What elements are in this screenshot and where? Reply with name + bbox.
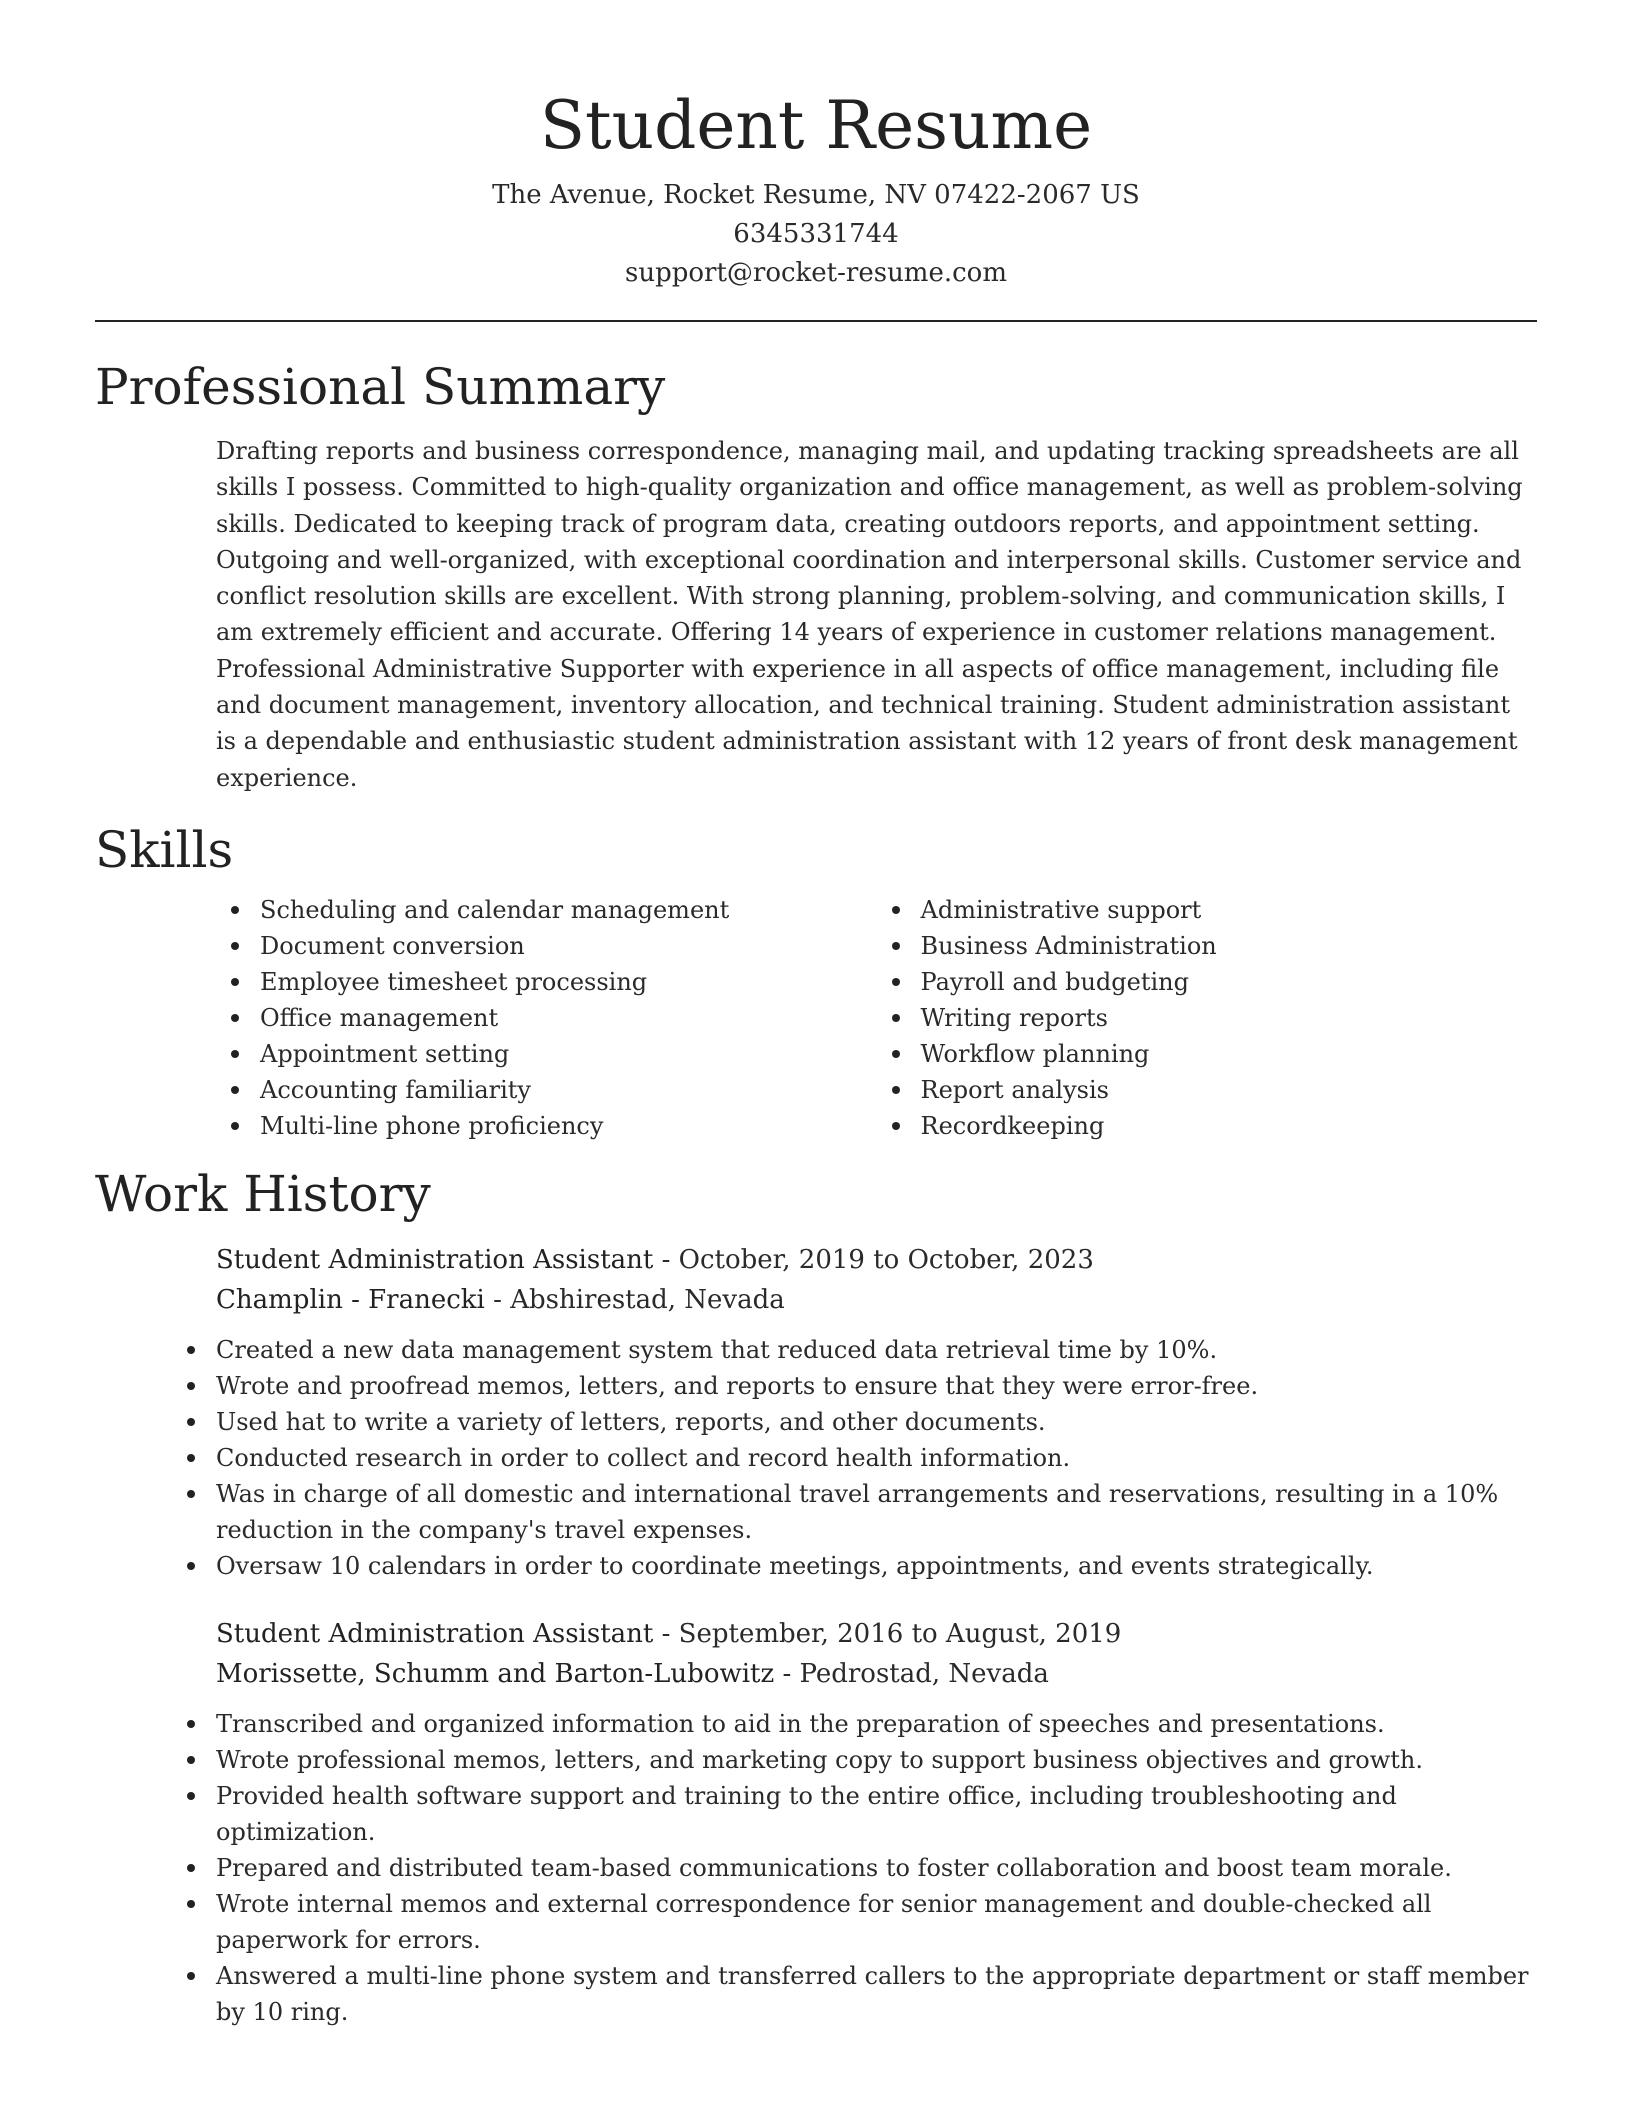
- job-title-line: [216, 1614, 1537, 1654]
- job-location: - Pedrostad, Nevada: [782, 1658, 1049, 1689]
- job-company: Morissette, Schumm and Barton-Lubowitz: [216, 1658, 775, 1689]
- skill-item: Document conversion: [260, 928, 877, 964]
- skills-grid: [216, 892, 1537, 1144]
- skills-heading: Skills: [95, 820, 234, 879]
- summary-heading: Professional Summary: [95, 358, 666, 416]
- skill-item: Office management: [260, 1000, 877, 1036]
- job-bullet: Wrote professional memos, letters, and marketing copy to support business objectives and growth.: [172, 1742, 1537, 1778]
- job-bullet-list: [172, 1706, 1537, 2030]
- skills-left-column: [216, 892, 877, 1144]
- skill-item: Report analysis: [921, 1072, 1538, 1108]
- job-bullet: Conducted research in order to collect and record health information.: [172, 1440, 1537, 1476]
- job-dates: - September, 2016 to August, 2019: [661, 1618, 1122, 1649]
- work-history-heading: Work History: [95, 1164, 431, 1223]
- resume-title: Student Resume: [539, 87, 1093, 164]
- skill-item: Appointment setting: [260, 1036, 877, 1072]
- job-company-line: [216, 1654, 1537, 1694]
- skill-item: Employee timesheet processing: [260, 964, 877, 1000]
- skill-item: Scheduling and calendar management: [260, 892, 877, 928]
- skill-item: Writing reports: [921, 1000, 1538, 1036]
- job-dates: - October, 2019 to October, 2023: [661, 1244, 1094, 1275]
- resume-page: [95, 0, 1537, 2030]
- phone-number: 6345331744: [733, 219, 899, 249]
- resume-header: [95, 0, 1537, 293]
- work-history-section: [95, 1164, 1537, 2030]
- skills-section: [95, 820, 1537, 1144]
- skill-item: Workflow planning: [921, 1036, 1538, 1072]
- job-bullet: Wrote internal memos and external correspondence for senior management and double-checked all paperwork for errors.: [172, 1886, 1537, 1958]
- job-company-line: [216, 1280, 1537, 1320]
- contact-block: [95, 176, 1537, 293]
- job-entry: [216, 1614, 1537, 2030]
- skill-item: Payroll and budgeting: [921, 964, 1538, 1000]
- job-bullet: Used hat to write a variety of letters, reports, and other documents.: [172, 1404, 1537, 1440]
- summary-text: Drafting reports and business correspondence, managing mail, and updating tracking spreadsheets are all skills I possess. Committed to high-quality organization and office management, as well as problem-solving skills. Dedicated to keeping track of program data, creating outdoors reports, and appointment setting. Outgoing and well-organized, with exceptional coordination and interpersonal skills. Customer service and conflict resolution skills are excellent. With strong planning, problem-solving, and communication skills, I am extremely efficient and accurate. Offering 14 years of experience in customer relations management. Professional Administrative Supporter with experience in all aspects of office management, including file and document management, inventory allocation, and technical training. Student administration assistant is a dependable and enthusiastic student administration assistant with 12 years of front desk management experience.: [216, 437, 1523, 792]
- job-entry: [216, 1240, 1537, 1584]
- job-bullet: Answered a multi-line phone system and transferred callers to the appropriate department or staff member by 10 ring.: [172, 1958, 1537, 2030]
- skill-item: Multi-line phone proficiency: [260, 1108, 877, 1144]
- skill-item: Recordkeeping: [921, 1108, 1538, 1144]
- job-location: - Abshirestad, Nevada: [493, 1284, 785, 1315]
- skill-item: Administrative support: [921, 892, 1538, 928]
- job-company: Champlin - Franecki: [216, 1284, 485, 1315]
- job-bullet: Was in charge of all domestic and international travel arrangements and reservations, resulting in a 10% reduction in the company's travel expenses.: [172, 1476, 1537, 1548]
- header-divider: [95, 320, 1537, 322]
- job-role: Student Administration Assistant: [216, 1244, 654, 1275]
- job-role: Student Administration Assistant: [216, 1618, 654, 1649]
- summary-section: [95, 357, 1537, 796]
- skills-right-column: [877, 892, 1538, 1144]
- skill-item: Accounting familiarity: [260, 1072, 877, 1108]
- job-title-line: [216, 1240, 1537, 1280]
- job-bullet: Oversaw 10 calendars in order to coordinate meetings, appointments, and events strategically.: [172, 1548, 1537, 1584]
- job-bullet: Prepared and distributed team-based communications to foster collaboration and boost team morale.: [172, 1850, 1537, 1886]
- email-address: support@rocket-resume.com: [624, 258, 1007, 288]
- job-bullet-list: [172, 1332, 1537, 1584]
- job-bullet: Provided health software support and training to the entire office, including troubleshooting and optimization.: [172, 1778, 1537, 1850]
- job-bullet: Transcribed and organized information to aid in the preparation of speeches and presentations.: [172, 1706, 1537, 1742]
- address: The Avenue, Rocket Resume, NV 07422-2067 US: [492, 180, 1140, 210]
- job-bullet: Wrote and proofread memos, letters, and reports to ensure that they were error-free.: [172, 1368, 1537, 1404]
- job-bullet: Created a new data management system that reduced data retrieval time by 10%.: [172, 1332, 1537, 1368]
- skill-item: Business Administration: [921, 928, 1538, 964]
